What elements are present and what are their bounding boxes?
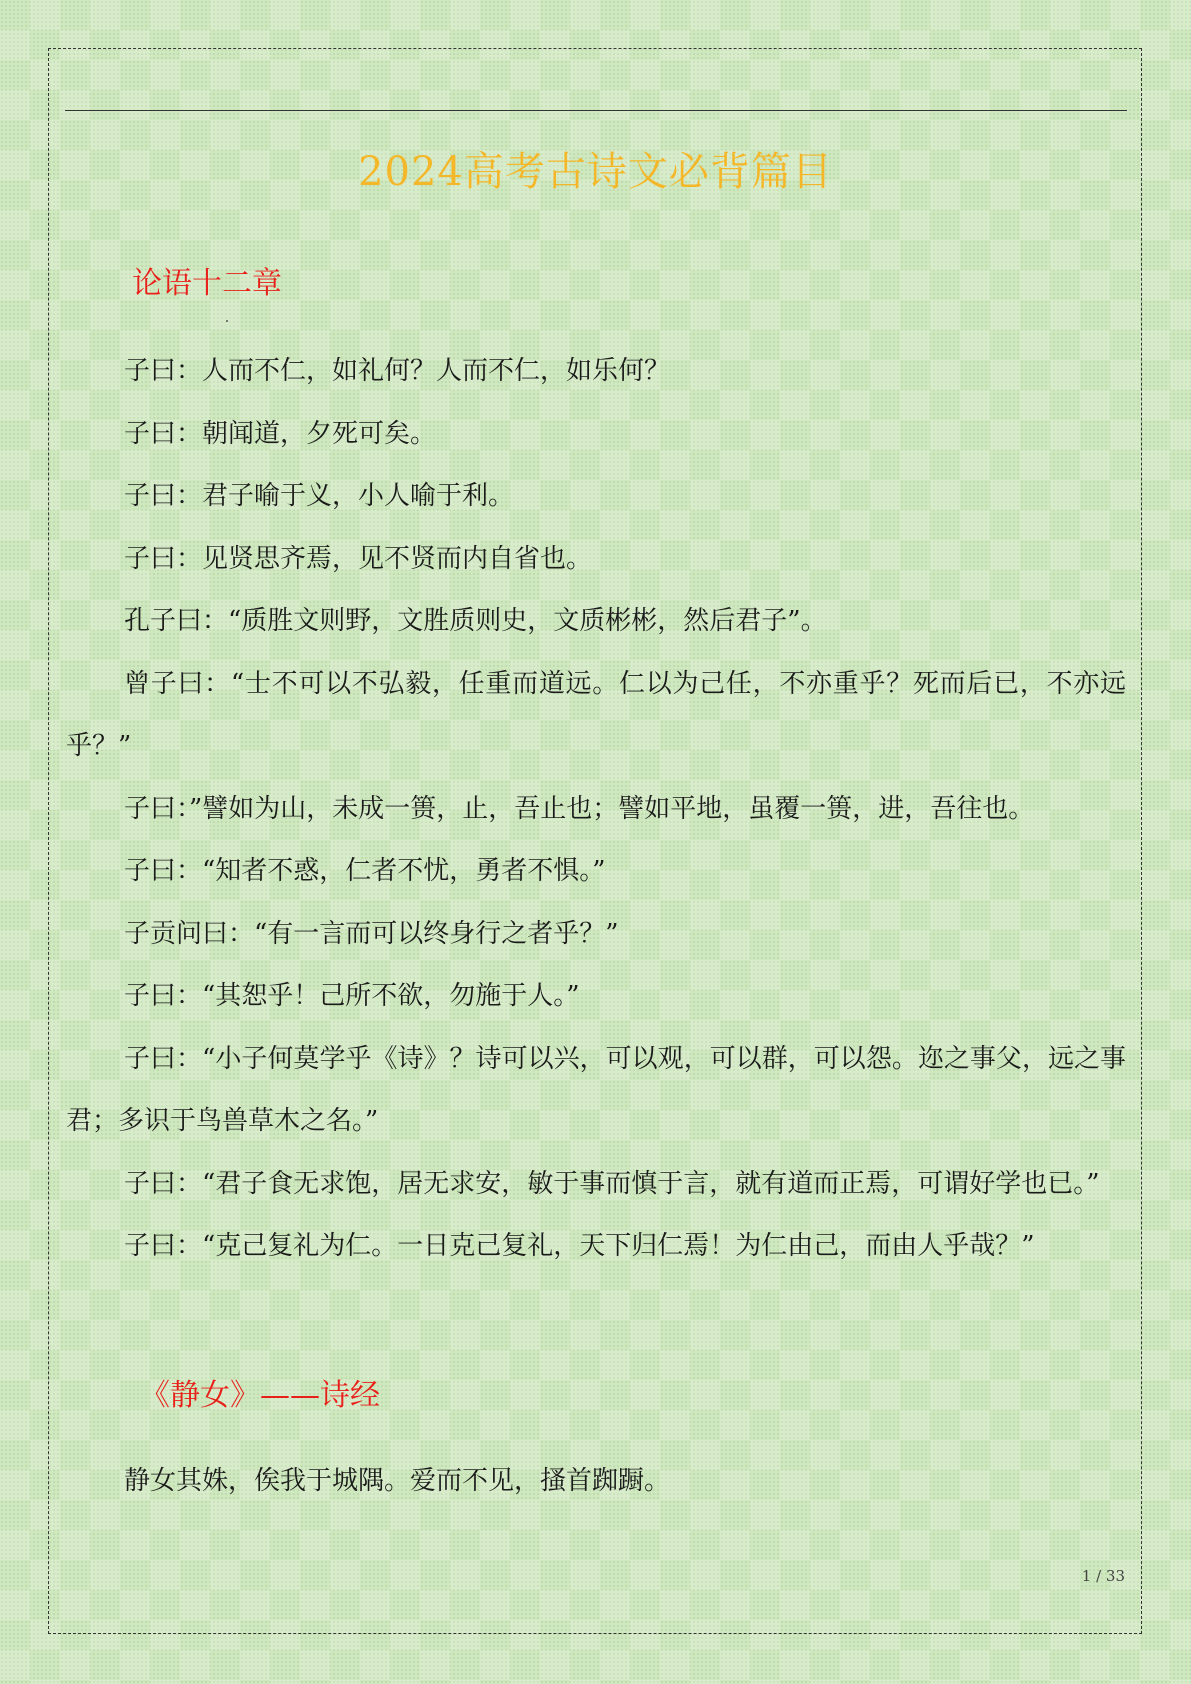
paragraph: 子曰：见贤思齐焉，见不贤而内自省也。: [124, 543, 593, 574]
paragraph: 子曰：“君子食无求饱，居无求安，敏于事而慎于言，就有道而正焉，可谓好学也已。”: [124, 1168, 1100, 1199]
paragraph: 子曰：人而不仁，如礼何？人而不仁，如乐何？: [124, 356, 671, 386]
paragraph: 子曰：“小子何莫学乎《诗》？诗可以兴，可以观，可以群，可以怨。迩之事父，远之事君；多识于鸟兽草木之名。”: [66, 1043, 1126, 1136]
page-number: 1 / 33: [1081, 1567, 1125, 1585]
stray-dot: [226, 320, 228, 322]
paragraph: 孔子曰：“质胜文则野，文胜质则史，文质彬彬，然后君子”。: [124, 606, 827, 636]
paragraph: 子曰：”譬如为山，未成一篑，止，吾止也；譬如平地，虽覆一篑，进，吾往也。: [124, 793, 1035, 824]
paragraph: 子贡问曰：“有一言而可以终身行之者乎？”: [124, 918, 619, 949]
section-heading-lunyu: 论语十二章: [132, 266, 282, 301]
section-heading-jingnv: 《静女》——诗经: [140, 1378, 380, 1413]
paragraph: 子曰：“其恕乎！己所不欲，勿施于人。”: [124, 981, 580, 1011]
document-title: 2024高考古诗文必背篇目: [358, 149, 833, 195]
paragraph: 子曰：君子喻于义，小人喻于利。: [124, 481, 515, 511]
paragraph: 子曰：“知者不惑，仁者不忧，勇者不惧。”: [124, 856, 606, 886]
paragraph: 曾子曰：“士不可以不弘毅，任重而道远。仁以为己任，不亦重乎？死而后已，不亦远乎？”: [66, 668, 1126, 761]
section-body-lunyu: [66, 340, 1126, 1278]
header-rule: [65, 110, 1127, 111]
section-body-jingnv: [66, 1450, 1126, 1513]
paragraph: 子曰：“克己复礼为仁。一日克己复礼，天下归仁焉！为仁由己，而由人乎哉？”: [124, 1231, 1035, 1261]
paragraph: 静女其姝，俟我于城隅。爱而不见，搔首踟蹰。: [124, 1466, 671, 1496]
paragraph: 子曰：朝闻道，夕死可矣。: [124, 418, 437, 449]
